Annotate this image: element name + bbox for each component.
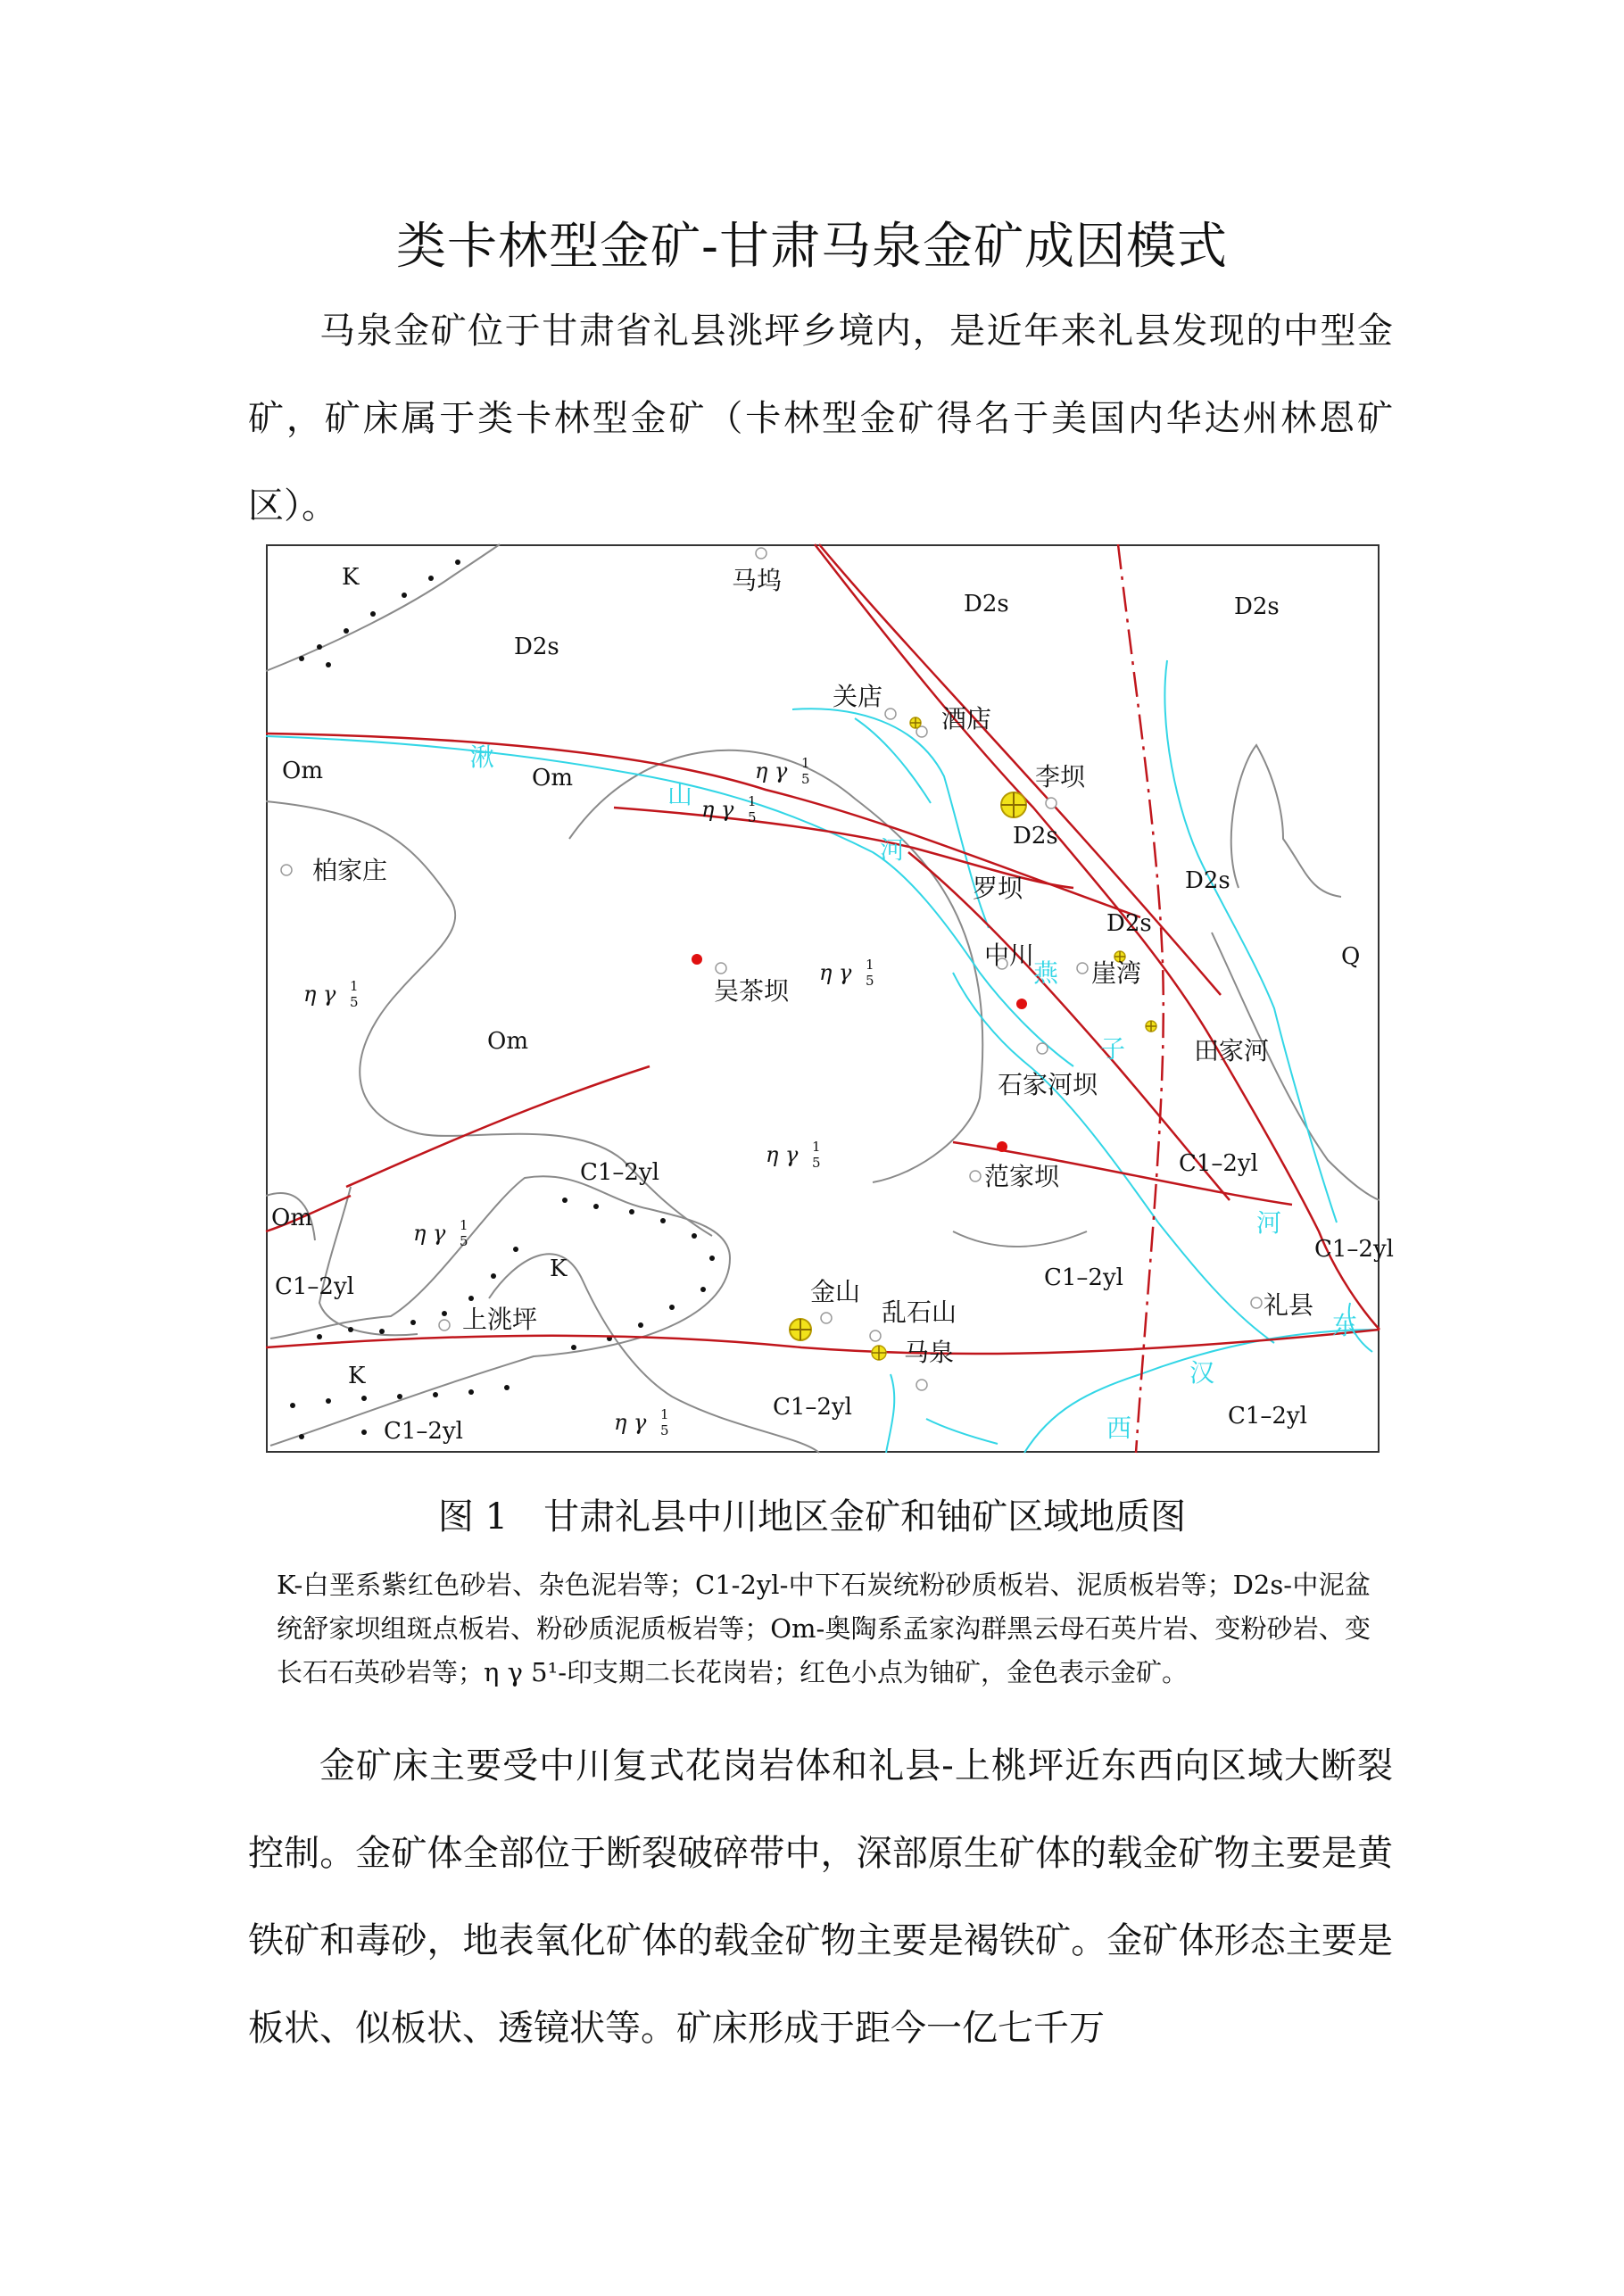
strata-label: C1–2yl	[1314, 1236, 1394, 1263]
place-label: 上洮坪	[462, 1305, 538, 1334]
svg-text:5: 5	[812, 1155, 821, 1171]
svg-text:η γ: η γ	[413, 1221, 446, 1246]
strata-label: C1–2yl	[1228, 1403, 1307, 1430]
river-char: 湫	[469, 742, 495, 772]
gold-icon	[872, 1346, 886, 1360]
gold-icon	[790, 1319, 811, 1340]
river-char: 山	[667, 780, 693, 809]
place-label: 金山	[810, 1277, 861, 1306]
svg-text:1: 1	[350, 978, 359, 994]
paragraph-intro: 马泉金矿位于甘肃省礼县洮坪乡境内，是近年来礼县发现的中型金矿，矿床属于类卡林型金矿（卡林型金矿得名于美国内华达州林恩矿区）。	[248, 311, 1393, 526]
river-char: 西	[1106, 1413, 1132, 1443]
place-label: 田家河	[1194, 1036, 1270, 1065]
strata-label: Om	[282, 758, 323, 784]
strata-label: D2s	[1106, 910, 1152, 937]
gold-icon	[1146, 1021, 1156, 1032]
paragraph-body: 金矿床主要受中川复式花岗岩体和礼县-上桃坪近东西向区域大断裂控制。金矿体全部位于断裂破碎带中，深部原生矿体的载金矿物主要是黄铁矿和毒砂，地表氧化矿体的载金矿物主要是褐铁矿。金矿体形态主要是板状、似板状、透镜状等。矿床形成于距今一亿七千万	[248, 1745, 1393, 2049]
strata-label: Q	[1341, 943, 1361, 970]
strata-label: Om	[532, 765, 573, 792]
svg-text:1: 1	[748, 793, 757, 809]
place-label: 李坝	[1035, 762, 1086, 792]
gold-icon	[1001, 792, 1026, 817]
granite-label	[303, 978, 359, 1010]
river-char: 河	[1256, 1208, 1282, 1238]
svg-text:5: 5	[801, 771, 810, 787]
river-char: 河	[880, 835, 906, 865]
svg-text:1: 1	[460, 1217, 468, 1233]
geologic-map	[266, 544, 1394, 1453]
strata-label: C1–2yl	[580, 1159, 659, 1186]
place-label: 石家河坝	[998, 1070, 1098, 1099]
place-label: 马坞	[732, 566, 783, 595]
granite-label	[766, 1139, 821, 1171]
river-char: 子	[1100, 1034, 1126, 1064]
strata-label: D2s	[1234, 593, 1280, 620]
place-label: 酒店	[941, 704, 992, 734]
uranium-dot	[997, 1141, 1007, 1152]
granite-label	[819, 957, 874, 989]
svg-text:5: 5	[460, 1233, 468, 1249]
figure-legend: K-白垩系紫红色砂岩、杂色泥岩等；C1-2yl-中下石炭统粉砂质板岩、泥质板岩等；D2s-中泥盆统舒家坝组斑点板岩、粉砂质泥质板岩等；Om-奥陶系孟家沟群黑云母石英片岩、变粉砂岩、变长石石英砂岩等；η γ 5¹-印支期二长花岗岩；红色小点为铀矿，金色表示金矿。	[277, 1570, 1371, 1687]
svg-text:5: 5	[350, 994, 359, 1010]
place-label: 罗坝	[973, 874, 1023, 903]
place-label: 中川	[984, 941, 1035, 970]
strata-label: D2s	[964, 591, 1009, 618]
svg-text:η γ: η γ	[766, 1142, 799, 1167]
svg-text:η γ: η γ	[819, 960, 852, 985]
figure-caption: 图 1 甘肃礼县中川地区金矿和铀矿区域地质图	[437, 1496, 1187, 1538]
place-label: 关店	[833, 682, 883, 711]
svg-text:1: 1	[801, 755, 810, 771]
river-char: 汉	[1189, 1358, 1215, 1388]
granite-label	[701, 793, 757, 825]
strata-label: K	[348, 1363, 366, 1389]
strata-label: Om	[487, 1028, 528, 1055]
granite-label	[614, 1406, 669, 1438]
strata-label: K	[550, 1256, 568, 1282]
strata-label: C1–2yl	[384, 1418, 463, 1445]
granite-label	[413, 1217, 468, 1249]
strata-label: D2s	[1013, 823, 1058, 850]
svg-text:1: 1	[812, 1139, 821, 1155]
uranium-dot	[692, 954, 702, 965]
place-label: 崖湾	[1091, 958, 1142, 988]
document-title: 类卡林型金矿-甘肃马泉金矿成因模式	[396, 218, 1228, 276]
strata-label: Om	[271, 1205, 312, 1231]
svg-text:5: 5	[660, 1422, 669, 1438]
strata-label: C1–2yl	[275, 1273, 354, 1300]
strata-label: C1–2yl	[1044, 1264, 1123, 1291]
strata-label: D2s	[1185, 867, 1230, 894]
svg-text:η γ: η γ	[614, 1410, 647, 1435]
svg-text:1: 1	[866, 957, 874, 973]
svg-text:η γ: η γ	[755, 758, 788, 783]
place-label: 马泉	[904, 1338, 955, 1367]
river-char: 燕	[1033, 958, 1059, 988]
uranium-dot	[1016, 999, 1027, 1009]
svg-text:5: 5	[866, 973, 874, 989]
place-label: 范家坝	[984, 1162, 1060, 1191]
place-label: 礼县	[1264, 1290, 1314, 1320]
place-label: 柏家庄	[312, 856, 388, 885]
place-label: 吴茶坝	[714, 976, 790, 1006]
strata-label: K	[342, 564, 360, 591]
svg-text:η γ: η γ	[303, 982, 336, 1007]
svg-text:η γ: η γ	[701, 797, 734, 822]
granite-label	[755, 755, 810, 787]
place-label: 乱石山	[882, 1297, 957, 1327]
strata-label: D2s	[514, 634, 559, 660]
strata-label: C1–2yl	[1179, 1150, 1258, 1177]
svg-text:1: 1	[660, 1406, 669, 1422]
river-char: 东	[1332, 1311, 1358, 1340]
gold-icon	[910, 717, 921, 728]
strata-label: C1–2yl	[773, 1394, 852, 1421]
svg-text:5: 5	[748, 809, 757, 825]
